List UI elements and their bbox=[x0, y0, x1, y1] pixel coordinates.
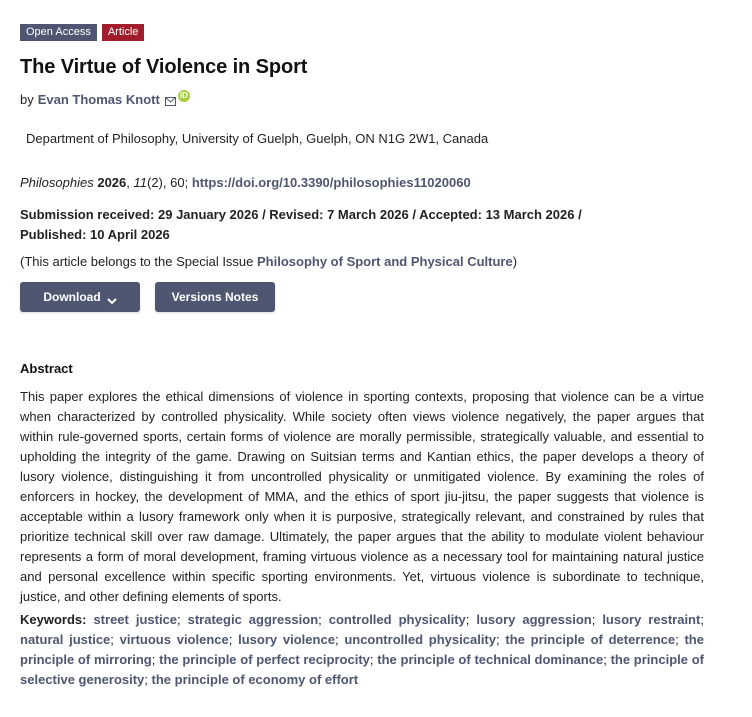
citation-issue-pages: (2), 60; bbox=[147, 175, 189, 190]
special-issue-link[interactable]: Philosophy of Sport and Physical Culture bbox=[257, 254, 513, 269]
doi-link[interactable]: https://doi.org/10.3390/philosophies11020060 bbox=[191, 175, 471, 190]
download-button[interactable] bbox=[20, 282, 140, 312]
keyword-link[interactable]: lusory aggression bbox=[476, 612, 592, 627]
special-issue-prefix: (This article belongs to the Special Issue bbox=[20, 254, 258, 269]
keyword-link[interactable]: the principle of mirroring bbox=[20, 632, 704, 667]
citation: Philosophies 2026, 11(2), 60; https://doi.org/10.3390/philosophies11020060 bbox=[20, 175, 471, 190]
keyword-link[interactable]: lusory restraint bbox=[602, 612, 701, 627]
keyword-link[interactable]: lusory violence bbox=[238, 632, 335, 647]
keywords-label: Keywords: bbox=[20, 612, 87, 627]
keyword-link[interactable]: controlled physicality bbox=[328, 612, 466, 627]
citation-volume: 11 bbox=[133, 175, 147, 190]
special-issue-note bbox=[20, 254, 517, 269]
keyword-link[interactable]: the principle of deterrence bbox=[505, 632, 676, 647]
keyword-link[interactable]: street justice bbox=[93, 612, 178, 627]
keyword-link[interactable]: strategic aggression bbox=[187, 612, 319, 627]
byline bbox=[20, 92, 190, 107]
badge-row bbox=[20, 24, 144, 41]
keyword-link[interactable]: the principle of technical dominance bbox=[377, 652, 604, 667]
orcid-icon[interactable]: iD bbox=[179, 90, 188, 100]
publication-dates: Submission received: 29 January 2026 / Revised: 7 March 2026 / Accepted: 13 March 2026 / Published: 10 April 2026 bbox=[20, 207, 582, 242]
article-title: The Virtue of Violence in Sport bbox=[20, 56, 308, 78]
special-issue-suffix: ) bbox=[512, 254, 518, 269]
keyword-link[interactable]: the principle of economy of effort bbox=[151, 672, 359, 687]
article-type-badge: Article bbox=[102, 24, 145, 41]
download-button-label: Download bbox=[43, 290, 101, 304]
open-access-badge[interactable]: Open Access bbox=[20, 24, 97, 41]
versions-notes-button[interactable] bbox=[155, 282, 275, 312]
keyword-link[interactable]: virtuous violence bbox=[119, 632, 229, 647]
chevron-down-icon bbox=[107, 294, 117, 301]
versions-notes-label: Versions Notes bbox=[171, 290, 259, 304]
keyword-link[interactable]: the principle of selective generosity bbox=[20, 652, 705, 687]
keyword-link[interactable]: the principle of perfect reciprocity bbox=[159, 652, 370, 667]
keyword-link[interactable]: natural justice bbox=[20, 632, 111, 647]
byline-prefix: by bbox=[20, 92, 34, 107]
affiliation: Department of Philosophy, University of Guelph, Guelph, ON N1G 2W1, Canada bbox=[26, 131, 489, 146]
citation-year: 2026 bbox=[97, 175, 127, 190]
abstract-text: This paper explores the ethical dimensions of violence in sporting contexts, proposing that violence can be a virtue when characterized by controlled physicality. While society often views violence negatively, the paper argues that within rule-governed sports, certain forms of violence are morally permissible, strategically valuable, and essential to upholding the integrity of the game. Drawing on Suitsian terms and Kantian ethics, the paper develops a theory of lusory violence, distinguishing it from uncontrolled physicality or unmitigated violence. By examining the roles of enforcers in hockey, the development of MMA, and the ethics of sport jiu-jitsu, the paper suggests that violence is acceptable within a lusory framework only when it is purposive, strategically relevant, and constrained by rules that prioritize technical skill over raw damage. Ultimately, the paper argues that the ability to modulate violent behaviour represents a form of moral development, framing virtuous violence as a necessary tool for maintaining natural justice and personal excellence within specific sporting environments. Yet, virtuous violence is subordinate to technique, justice, and other defining elements of sports. bbox=[20, 389, 704, 604]
abstract-heading: Abstract bbox=[20, 361, 73, 376]
journal-name: Philosophies bbox=[20, 175, 94, 190]
keyword-link[interactable]: uncontrolled physicality bbox=[344, 632, 496, 647]
keywords-list: street justice; strategic aggression; controlled physicality; lusory aggression; lusory restraint; natural justice; virtuous violence; lusory violence; uncontrolled physicality; the principle of deterrence; the principle of mirroring; the principle of perfect reciprocity; the principle of technical dominance; the principle of selective generosity; the principle of economy of effort bbox=[20, 612, 705, 687]
keywords-section bbox=[20, 610, 704, 690]
envelope-icon[interactable] bbox=[165, 94, 176, 103]
author-link[interactable]: Evan Thomas Knott bbox=[37, 92, 160, 107]
